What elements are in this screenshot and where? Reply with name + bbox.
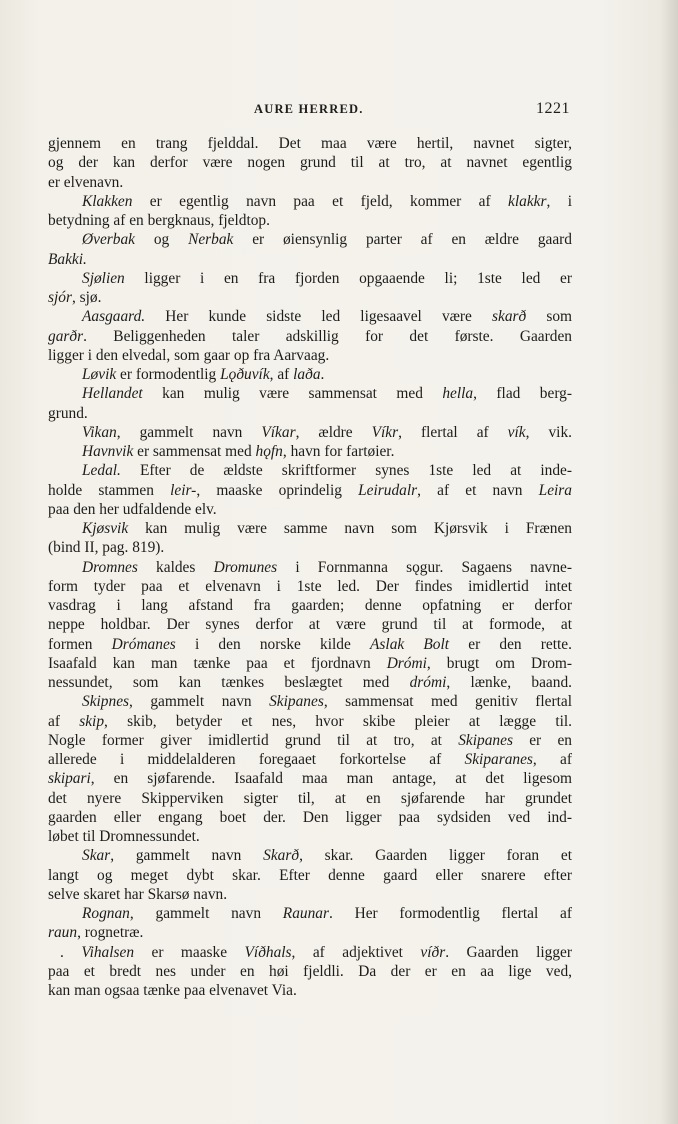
italic-term: Dromnes — [82, 558, 138, 576]
text-line — [48, 173, 572, 192]
text-line — [48, 635, 572, 654]
text-run: , lænke, baand. — [446, 674, 572, 691]
italic-term: Skar — [82, 847, 111, 865]
italic-term: klakkr — [508, 192, 547, 210]
italic-term: Bakki. — [48, 250, 87, 268]
text-line — [48, 750, 572, 769]
text-run: , skar. Gaarden ligger foran et — [299, 847, 572, 865]
text-line — [48, 846, 572, 865]
italic-term: Hellandet — [82, 385, 143, 403]
italic-term: Skarð — [263, 847, 300, 865]
text-run: og der kan derfor være nogen grund til at tro, at navnet egentlig — [48, 154, 572, 172]
italic-term: Vihalsen — [81, 943, 135, 961]
text-line — [48, 769, 572, 788]
italic-term: hǫfn — [255, 443, 283, 460]
text-line — [48, 365, 572, 384]
text-run: . Her formodentlig flertal af — [328, 905, 572, 922]
italic-term: hella — [442, 385, 474, 403]
italic-term: víðr — [420, 943, 446, 961]
text-run: det nyere Skipperviken sigter til, at en sjøfarende har grundet — [48, 789, 572, 807]
text-run: , gammelt navn — [110, 847, 264, 865]
text-run: Efter de ældste skriftformer synes 1ste led at inde- — [120, 462, 572, 480]
text-run: ligger i den elvedal, som gaar op fra Aarvaag. — [48, 346, 330, 364]
italic-term: Leirudalr — [358, 481, 418, 499]
italic-term: Skiparanes — [464, 751, 533, 768]
text-run: langt og meget dybt skar. Efter denne gaard eller snarere efter — [48, 866, 572, 884]
text-line — [48, 423, 572, 442]
text-run: , af et navn — [417, 481, 539, 499]
text-run: er sammensat med — [133, 443, 256, 460]
text-run: kan mulig være samme navn som Kjørsvik i Frænen — [128, 520, 572, 537]
text-run: Nogle former giver imidlertid grund til at tro, at — [48, 731, 459, 749]
text-run: , af adjektivet — [291, 943, 421, 961]
text-line — [48, 962, 572, 981]
body-text — [48, 134, 572, 1000]
text-line — [48, 827, 572, 846]
text-line — [48, 538, 572, 557]
italic-term: vík — [507, 423, 526, 441]
text-line — [48, 808, 572, 827]
italic-term: Drómi — [386, 654, 427, 672]
text-run: er en — [512, 731, 572, 749]
italic-term: Skipnes — [82, 693, 130, 711]
text-run: , havn for fartøier. — [282, 443, 395, 460]
text-run: . Gaarden ligger — [445, 943, 572, 961]
text-run: i den norske kilde — [175, 635, 371, 653]
text-line — [48, 211, 572, 230]
text-run: af — [48, 712, 80, 730]
italic-term: drómi — [409, 674, 447, 691]
text-run: , sjø. — [71, 289, 102, 306]
text-line — [48, 346, 572, 365]
text-run: betydning af en bergknaus, fjeldtop. — [48, 212, 270, 229]
text-run: , vik. — [525, 423, 572, 441]
text-line — [48, 250, 572, 269]
text-run: løbet til Dromnessundet. — [48, 828, 200, 845]
text-line — [48, 654, 572, 673]
text-run: i Fornmanna sǫgur. Sagaens navne- — [277, 558, 573, 576]
italic-term: Leira — [538, 481, 572, 499]
italic-term: Øverbak — [82, 231, 135, 249]
text-run: , rognetræ. — [77, 924, 144, 942]
text-run: vasdrag i lang afstand fra gaarden; denne opfatning er derfor — [48, 597, 572, 614]
italic-term: Kjøsvik — [82, 520, 129, 537]
italic-term: Vikan — [82, 423, 117, 441]
italic-term: garðr — [48, 327, 84, 345]
text-run: er øiensynlig parter af en ældre gaard — [233, 231, 572, 249]
italic-term: Klakken — [82, 192, 133, 210]
italic-term: laða — [293, 366, 321, 383]
text-line — [48, 866, 572, 885]
text-run: , af — [532, 751, 572, 768]
text-run: kan mulig være sammensat med — [142, 385, 443, 403]
page-edge-shadow — [660, 0, 678, 1124]
text-run: . — [320, 366, 325, 383]
text-line — [48, 923, 572, 942]
italic-term: Løvik — [82, 366, 117, 383]
text-line — [48, 731, 572, 750]
text-line — [48, 269, 572, 288]
italic-term: Ledal. — [82, 462, 121, 480]
text-line — [48, 577, 572, 596]
text-run: selve skaret har Skarsø navn. — [48, 885, 228, 903]
running-header — [48, 100, 570, 122]
text-run: er egentlig navn paa et fjeld, kommer af — [132, 192, 509, 210]
text-line — [48, 384, 572, 403]
text-run: , maaske oprindelig — [196, 481, 359, 499]
text-run: ligger i en fra fjorden opgaaende li; 1ste led er — [124, 269, 572, 287]
text-run: paa den her udfaldende elv. — [48, 500, 217, 518]
text-run: , af — [269, 366, 294, 383]
italic-term: raun — [48, 924, 78, 942]
italic-term: leir- — [170, 481, 197, 499]
text-run: , sammensat med genitiv flertal — [323, 693, 572, 711]
text-line — [48, 519, 572, 538]
text-run: er maaske — [134, 943, 245, 961]
text-run: er formodentlig — [116, 366, 221, 383]
text-run: neppe holdbar. Der synes derfor at være grund til at formode, at — [48, 616, 572, 634]
text-line — [48, 558, 572, 577]
text-run: paa et bredt nes under en høi fjeldli. Da der er en aa lige ved, — [48, 962, 572, 980]
text-run: er elvenavn. — [48, 173, 124, 191]
text-line — [48, 789, 572, 808]
text-line — [48, 673, 572, 692]
italic-term: skarð — [492, 308, 527, 326]
text-run: gaarden eller engang boet der. Den ligger paa sydsiden ved ind- — [48, 808, 572, 826]
text-run: og — [135, 231, 189, 249]
text-run: , i — [546, 192, 572, 210]
italic-term: Havnvik — [82, 443, 134, 460]
text-run: , ældre — [295, 423, 372, 441]
text-run: , gammelt navn — [116, 423, 262, 441]
text-line — [48, 153, 572, 172]
text-run: , flertal af — [398, 423, 508, 441]
italic-term: Drómanes — [111, 635, 176, 653]
text-run: . — [60, 943, 82, 961]
text-run: allerede i middelalderen foregaaet forkortelse af — [48, 751, 465, 768]
text-line — [48, 712, 572, 731]
italic-term: Skipanes — [269, 693, 324, 711]
italic-term: Víðhals — [244, 943, 292, 961]
text-line — [48, 461, 572, 480]
italic-term: Nerbak — [188, 231, 234, 249]
text-run: , en sjøfarende. Isaafald maa man antage, at det ligesom — [90, 770, 572, 788]
italic-term: Dromunes — [213, 558, 278, 576]
italic-term: Aslak Bolt — [370, 635, 450, 653]
italic-term: skipari — [48, 770, 91, 788]
text-run: nessundet, som kan tænkes beslægtet med — [48, 674, 410, 691]
text-line — [48, 615, 572, 634]
text-line — [48, 288, 572, 307]
text-line — [48, 981, 572, 1000]
italic-term: Sjølien — [82, 269, 125, 287]
italic-term: sjór — [48, 289, 72, 306]
text-line — [48, 943, 572, 962]
text-line — [48, 192, 572, 211]
text-line — [48, 481, 572, 500]
text-run: , gammelt navn — [129, 693, 270, 711]
text-run: formen — [48, 635, 112, 653]
italic-term: Víkr — [371, 423, 399, 441]
text-line — [48, 596, 572, 615]
text-run: , flad berg- — [473, 385, 572, 403]
text-line — [48, 230, 572, 249]
text-line — [48, 442, 572, 461]
text-run: gjennem en trang fjelddal. Det maa være hertil, navnet sigter, — [48, 135, 572, 152]
italic-term: Lǫðuvík — [220, 366, 270, 383]
text-run: , brugt om Drom- — [426, 654, 573, 672]
italic-term: skip — [79, 712, 105, 730]
text-run: , skib, betyder et nes, hvor skibe pleier at lægge til. — [104, 712, 572, 730]
text-run: form tyder paa et elvenavn i 1ste led. Der findes imidlertid intet — [48, 577, 572, 595]
italic-term: Raunar — [282, 905, 329, 922]
text-line — [48, 327, 572, 346]
text-run: som — [526, 308, 572, 326]
text-run: kan man ogsaa tænke paa elvenavet Via. — [48, 982, 297, 999]
text-run: holde stammen — [48, 481, 171, 499]
text-run: grund. — [48, 404, 88, 422]
italic-term: Aasgaard. — [82, 308, 146, 326]
text-line — [48, 885, 572, 904]
italic-term: Skipanes — [458, 731, 513, 749]
text-line — [48, 904, 572, 923]
text-run: Her kunde sidste led ligesaavel være — [145, 308, 492, 326]
text-line — [48, 307, 572, 326]
text-run: Isaafald kan man tænke paa et fjordnavn — [48, 654, 387, 672]
italic-term: Rognan — [82, 905, 130, 922]
header-title: AURE HERRED. — [254, 102, 364, 116]
text-line — [48, 404, 572, 423]
text-run: . Beliggenheden taler adskillig for det første. Gaarden — [83, 327, 572, 345]
text-line — [48, 134, 572, 153]
text-line — [48, 692, 572, 711]
text-run: er den rette. — [449, 635, 572, 653]
italic-term: Víkar — [261, 423, 296, 441]
text-run: kaldes — [137, 558, 214, 576]
text-run: , gammelt navn — [129, 905, 283, 922]
text-run: (bind II, pag. 819). — [48, 539, 165, 557]
text-line — [48, 500, 572, 519]
page-number: 1221 — [536, 100, 570, 117]
